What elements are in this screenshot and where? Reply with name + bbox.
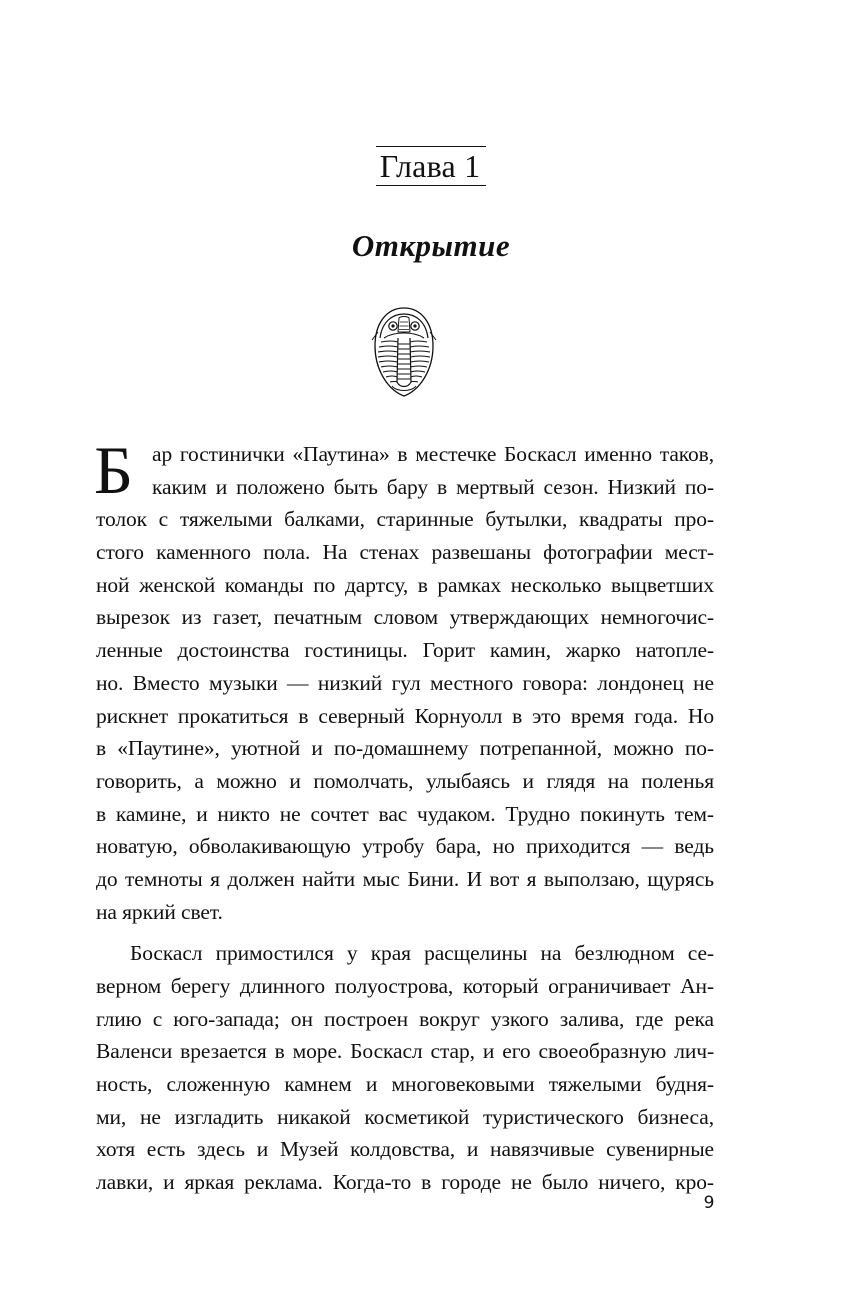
text-line: ной женской команды по дартсу, в рамках несколько выцветших (96, 572, 714, 597)
paragraph (94, 432, 714, 928)
text-line: стого каменного пола. На стенах развешаны фотографии мест- (96, 540, 714, 565)
chapter-title: Открытие (351, 228, 511, 263)
text-line: Валенси врезается в море. Боскасл стар, и его своеобразную лич- (96, 1039, 714, 1064)
text-line: но. Вместо музыки — низкий гул местного говора: лондонец не (96, 670, 714, 695)
text-line: хотя есть здесь и Музей колдовства, и навязчивые сувенирные (96, 1137, 714, 1162)
chapter-heading (0, 146, 862, 186)
text-line: до темноты я должен найти мыс Бини. И вот я выползаю, щурясь (96, 866, 714, 891)
trilobite-icon (366, 304, 442, 400)
drop-cap: Б (94, 432, 133, 508)
text-line: вырезок из газет, печатным словом утверждающих немногочис- (96, 605, 714, 630)
text-line: ленные достоинства гостиницы. Горит камин, жарко натопле- (96, 638, 714, 663)
text-line: рискнет прокатиться в северный Корнуолл в это время года. Но (96, 703, 714, 728)
text-line: глию с юго-запада; он построен вокруг узкого залива, где река (96, 1006, 714, 1031)
paragraph-gap (96, 928, 714, 937)
text-line: ность, сложенную камнем и многовековыми тяжелыми будня- (96, 1072, 714, 1097)
chapter-label: Глава 1 (376, 146, 487, 186)
body-text (94, 432, 714, 1199)
text-line: каким и положено быть бару в мертвый сезон. Низкий по- (152, 474, 714, 499)
text-line: в камине, и никто не сочтет вас чудаком. Трудно покинуть тем- (96, 801, 714, 826)
text-line: в «Паутине», уютной и по-домашнему потрепанной, можно по- (96, 736, 714, 761)
text-line: новатую, обволакивающую утробу бара, но приходится — ведь (96, 834, 714, 859)
text-line: Боскасл примостился у края расщелины на безлюдном се- (130, 941, 714, 966)
text-line: верном берегу длинного полуострова, который ограничивает Ан- (96, 974, 714, 998)
text-line: лавки, и яркая реклама. Когда-то в городе не было ничего, кро- (96, 1170, 714, 1195)
page-number: 9 (703, 1193, 715, 1213)
text-line: ар гостинички «Паутина» в местечке Боскасл именно таков, (152, 442, 714, 466)
text-line: говорить, а можно и помолчать, улыбаясь и глядя на поленья (96, 768, 714, 793)
text-line: ми, не изгладить никакой косметикой туристического бизнеса, (96, 1104, 714, 1129)
text-line: толок с тяжелыми балками, старинные бутылки, квадраты про- (96, 507, 714, 532)
text-line: на яркий свет. (96, 899, 223, 924)
paragraph (96, 937, 714, 1199)
